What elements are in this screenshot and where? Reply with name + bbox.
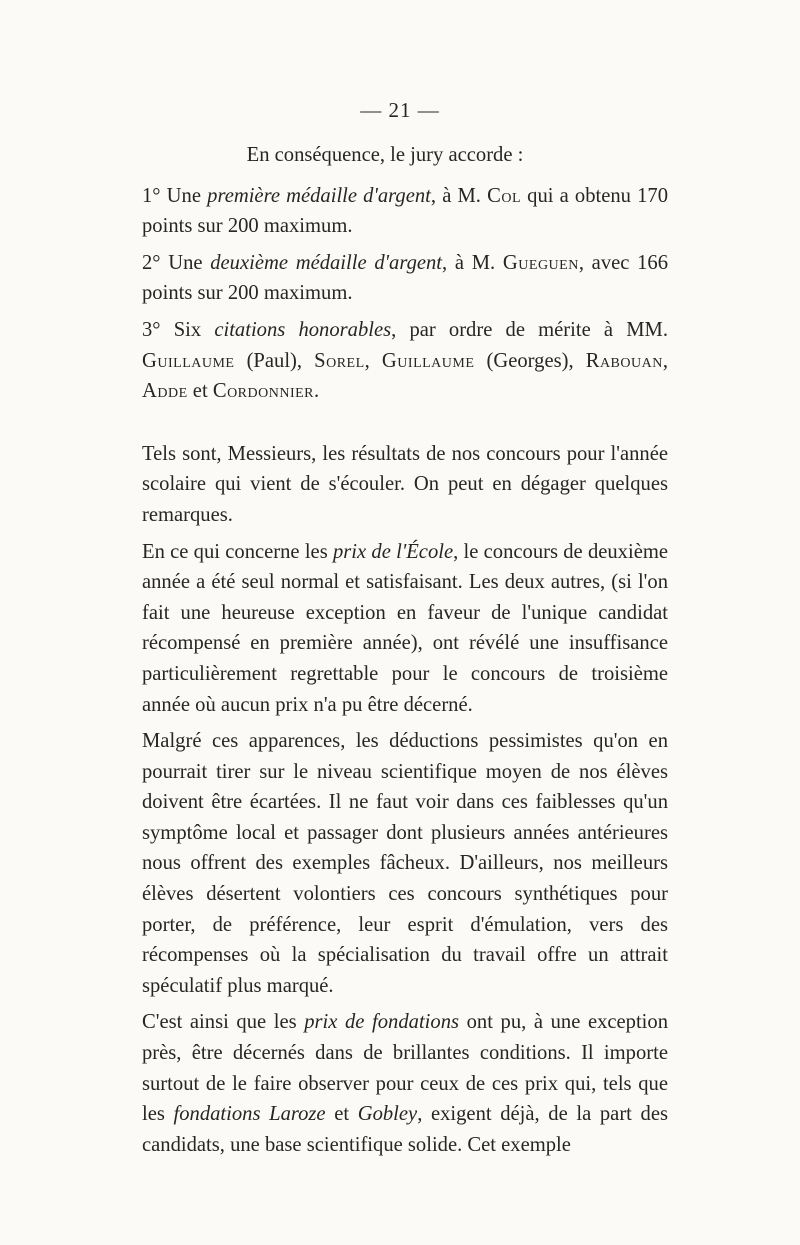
award-third: 3° Six citations honorables, par ordre de mérite à MM. Guillaume (Paul), Sorel, Guillaume (Georges), Rabouan, Adde et Cordonnier. — [142, 318, 668, 403]
award-first: 1° Une première médaille d'argent, à M. Col qui a obtenu 170 points sur 200 maximum. — [142, 184, 668, 238]
page-number: — 21 — — [360, 98, 440, 122]
paragraph-results: Tels sont, Messieurs, les résultats de nos concours pour l'année scolaire qui vient de s'écouler. On peut en dégager quelques remarques. — [142, 442, 668, 526]
award-second: 2° Une deuxième médaille d'argent, à M. Gueguen, avec 166 points sur 200 maximum. — [142, 251, 668, 305]
document-body — [142, 140, 668, 1160]
paragraph-ecole: En ce qui concerne les prix de l'École, le concours de deuxième année a été seul normal et satisfaisant. Les deux autres, (si l'on fait une heureuse exception en faveur de l'unique candidat récompensé en première année), ont révélé une insuffisance particulièrement regrettable pour le concours de troisième année où aucun prix n'a pu être décerné. — [142, 540, 668, 716]
paragraph-fondations: C'est ainsi que les prix de fondations ont pu, à une exception près, être décernés dans de brillantes conditions. Il importe surtout de le faire observer pour ceux de ces prix qui, tels que les fondations Laroze et Gobley, exigent déjà, de la part des candidats, une base scientifique solide. Cet exemple — [142, 1011, 668, 1156]
paragraph-apparences: Malgré ces apparences, les déductions pessimistes qu'on en pourrait tirer sur le niveau scientifique moyen de nos élèves doivent être écartées. Il ne faut voir dans ces faiblesses qu'un symptôme local et passager dont plusieurs années antérieures nous offrent des exemples fâcheux. D'ailleurs, nos meilleurs élèves désertent volontiers ces concours synthétiques pour porter, de préférence, leur esprit d'émulation, vers des récompenses où la spécialisation du travail offre un attrait spéculatif plus marqué. — [142, 730, 668, 997]
intro-line: En conséquence, le jury accorde : — [246, 144, 524, 166]
